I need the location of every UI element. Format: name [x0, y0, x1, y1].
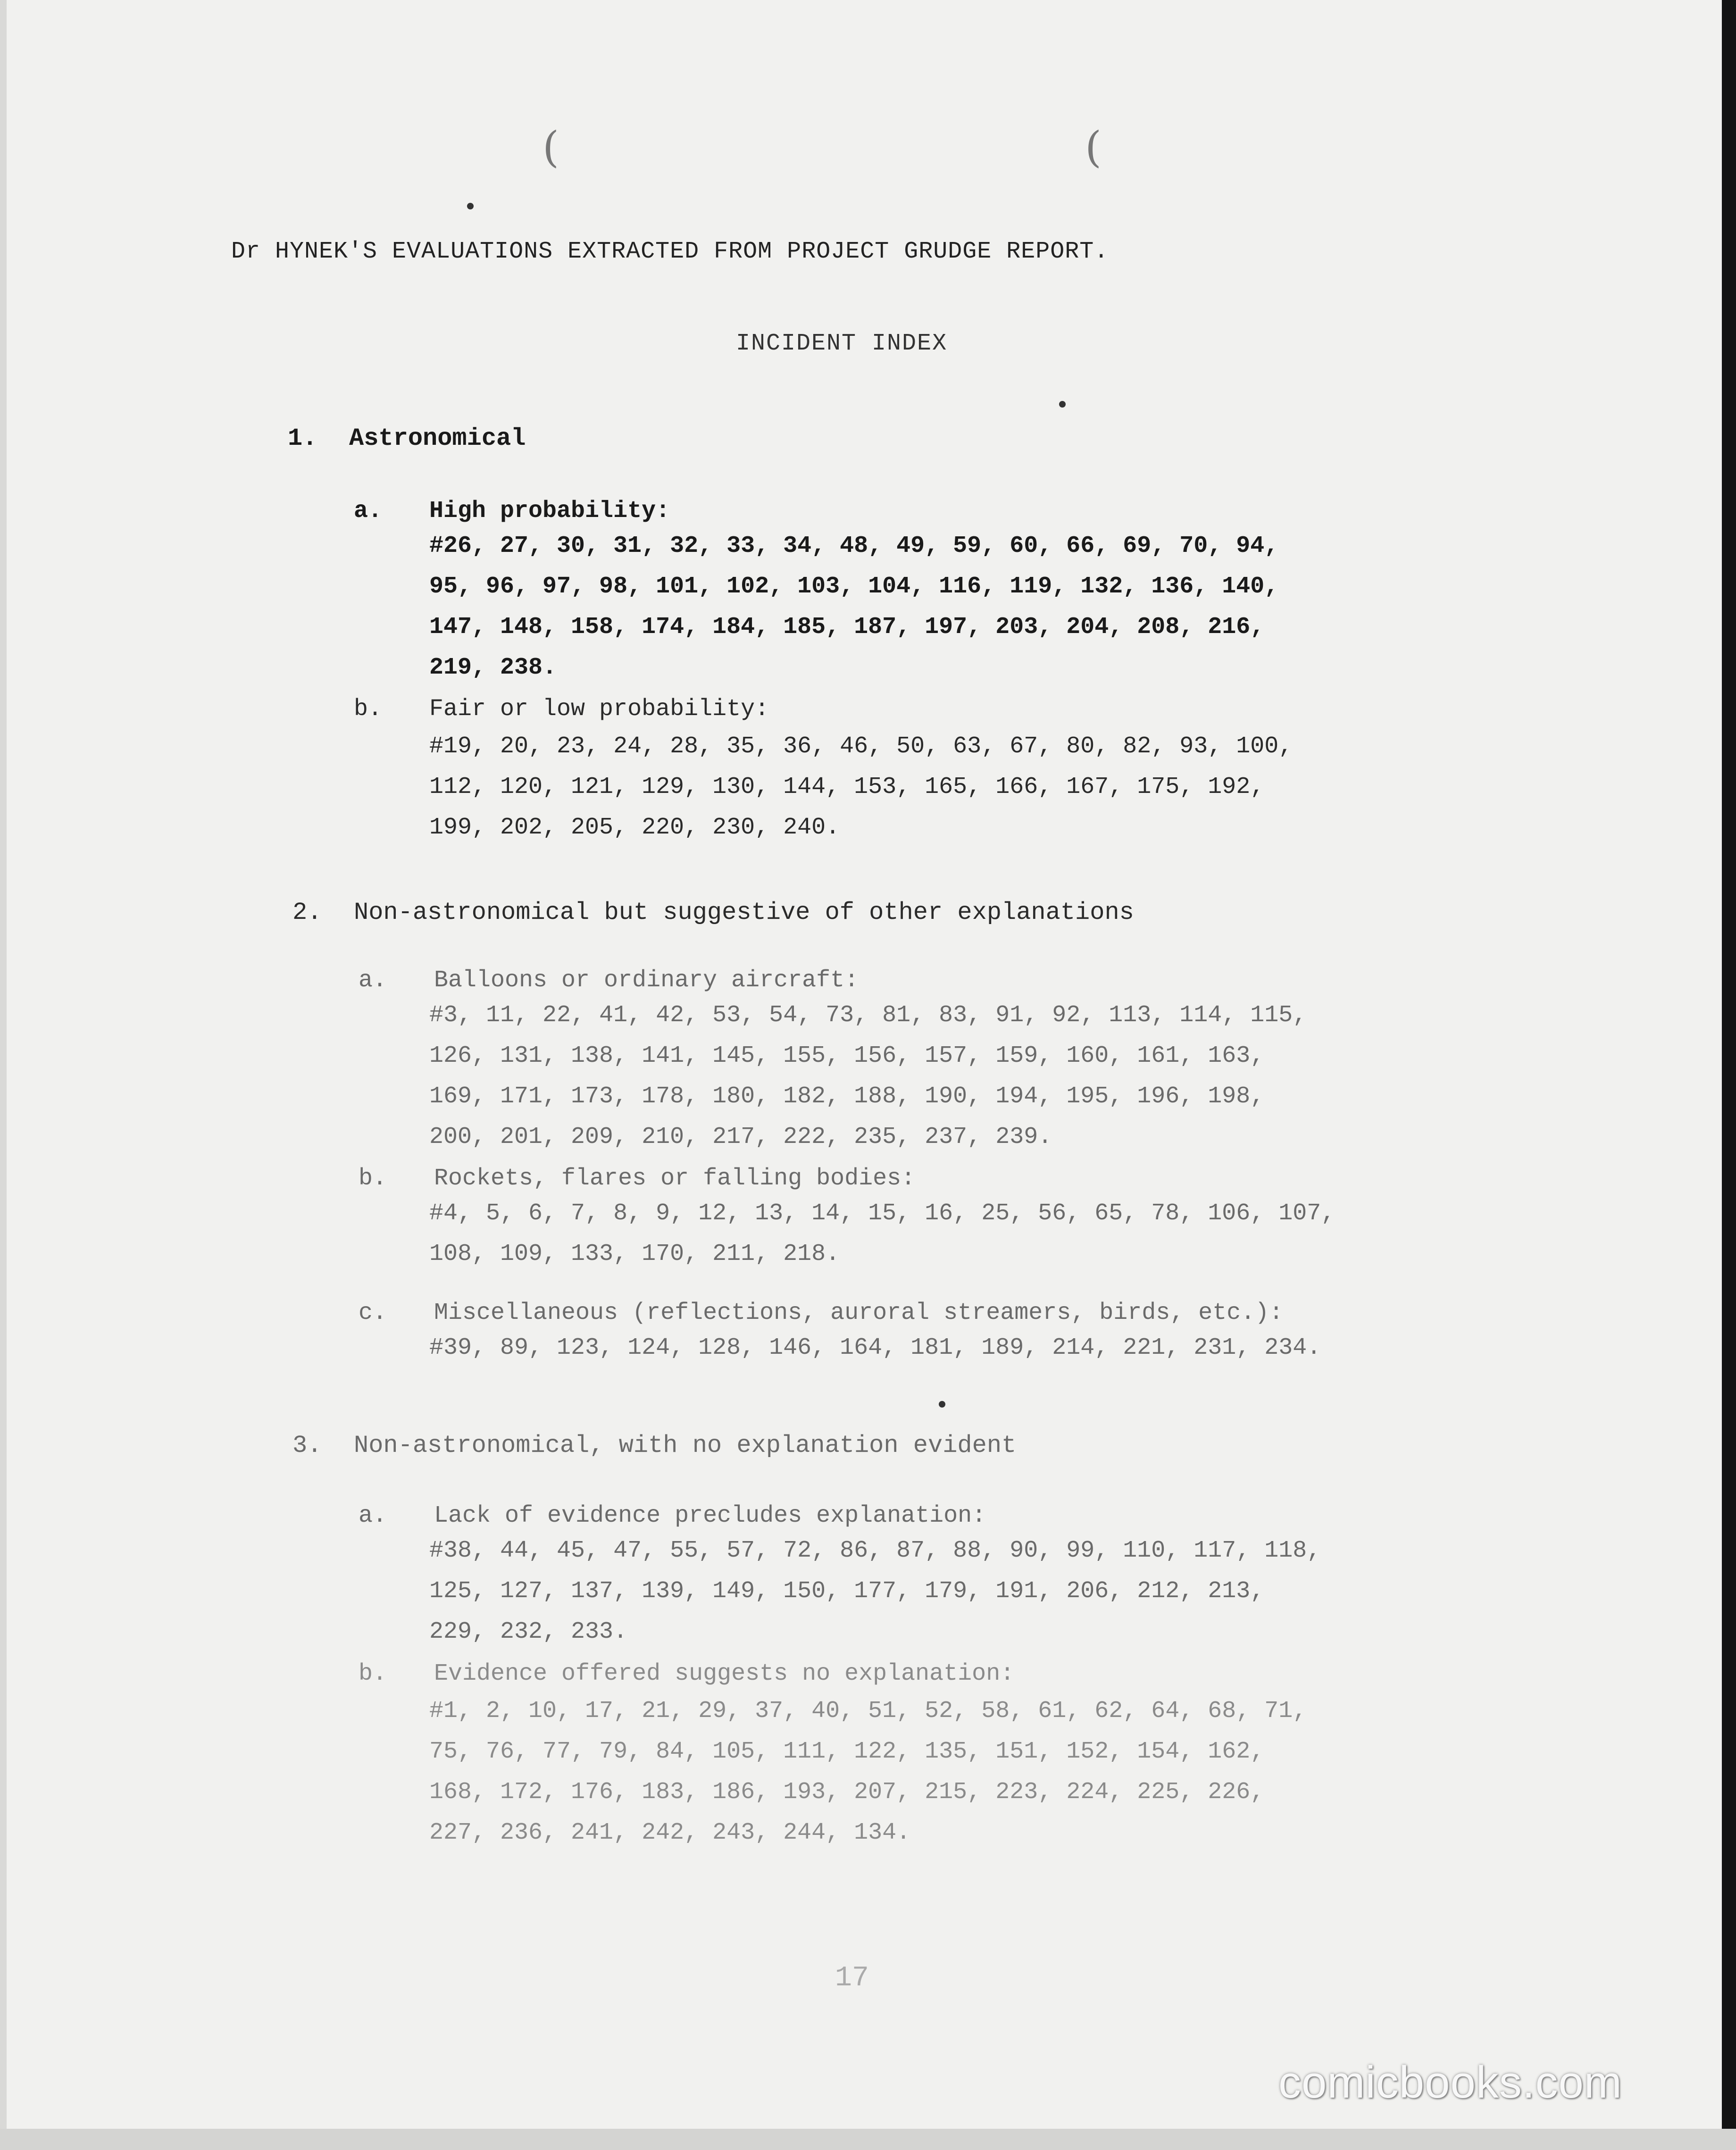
incident-number-list — [429, 995, 1307, 1158]
incident-number-list — [429, 1328, 1321, 1368]
subsection-heading — [359, 1660, 1014, 1687]
subsection-label: Fair or low probability: — [429, 696, 769, 723]
incident-line: #26, 27, 30, 31, 32, 33, 34, 48, 49, 59, 60, 66, 69, 70, 94, — [429, 533, 1279, 559]
section-heading — [292, 899, 1134, 926]
subsection-heading — [359, 1502, 986, 1529]
speck — [939, 1401, 945, 1408]
incident-line: #19, 20, 23, 24, 28, 35, 36, 46, 50, 63, 67, 80, 82, 93, 100, — [429, 733, 1293, 760]
incident-number-list — [429, 1193, 1335, 1275]
subsection-heading — [354, 498, 670, 525]
incident-number-list — [429, 726, 1293, 848]
subsection-label: Rockets, flares or falling bodies: — [434, 1165, 916, 1192]
section-number: 2. — [292, 899, 322, 926]
subsection-letter: c. — [359, 1300, 387, 1326]
subsection-letter: a. — [359, 1502, 387, 1529]
subsection-label: Evidence offered suggests no explanation: — [434, 1660, 1015, 1687]
section-title: Non-astronomical, with no explanation evident — [354, 1432, 1017, 1459]
document-subtitle: INCIDENT INDEX — [736, 330, 948, 357]
incident-line: 219, 238. — [429, 654, 557, 681]
subsection-heading — [359, 967, 859, 994]
subsection-heading — [359, 1165, 915, 1192]
subsection-letter: b. — [359, 1165, 387, 1192]
subsection-letter: a. — [354, 498, 383, 525]
incident-line: #3, 11, 22, 41, 42, 53, 54, 73, 81, 83, 91, 92, 113, 114, 115, — [429, 1002, 1307, 1029]
section-heading — [292, 1432, 1016, 1459]
incident-number-list — [429, 1531, 1321, 1652]
incident-line: 95, 96, 97, 98, 101, 102, 103, 104, 116, 119, 132, 136, 140, — [429, 573, 1279, 600]
section-title: Astronomical — [349, 425, 526, 452]
margin-mark-left: ( — [542, 123, 559, 172]
incident-line: 108, 109, 133, 170, 211, 218. — [429, 1241, 840, 1267]
subsection-heading — [359, 1300, 1283, 1326]
subsection-label: Miscellaneous (reflections, auroral streamers, birds, etc.): — [434, 1300, 1284, 1326]
section-number: 3. — [292, 1432, 322, 1459]
incident-line: 125, 127, 137, 139, 149, 150, 177, 179, 191, 206, 212, 213, — [429, 1578, 1265, 1605]
section-heading — [288, 425, 526, 452]
incident-line: 200, 201, 209, 210, 217, 222, 235, 237, 239. — [429, 1124, 1052, 1150]
incident-line: 227, 236, 241, 242, 243, 244, 134. — [429, 1819, 911, 1846]
incident-number-list — [429, 1691, 1307, 1853]
watermark: comicbooks.com — [1278, 2057, 1622, 2108]
incident-line: #1, 2, 10, 17, 21, 29, 37, 40, 51, 52, 58, 61, 62, 64, 68, 71, — [429, 1698, 1307, 1725]
incident-line: 169, 171, 173, 178, 180, 182, 188, 190, 194, 195, 196, 198, — [429, 1083, 1265, 1110]
incident-line: 126, 131, 138, 141, 145, 155, 156, 157, 159, 160, 161, 163, — [429, 1042, 1265, 1069]
incident-line: 75, 76, 77, 79, 84, 105, 111, 122, 135, 151, 152, 154, 162, — [429, 1738, 1265, 1765]
subsection-letter: a. — [359, 967, 387, 994]
speck — [467, 203, 474, 209]
scan-edge-left — [0, 0, 7, 2150]
document-title: Dr HYNEK'S EVALUATIONS EXTRACTED FROM PROJECT GRUDGE REPORT. — [231, 238, 1109, 265]
incident-line: 168, 172, 176, 183, 186, 193, 207, 215, 223, 224, 225, 226, — [429, 1779, 1265, 1806]
incident-line: #38, 44, 45, 47, 55, 57, 72, 86, 87, 88, 90, 99, 110, 117, 118, — [429, 1537, 1321, 1564]
subsection-letter: b. — [354, 696, 383, 723]
incident-line: 229, 232, 233. — [429, 1618, 628, 1645]
section-number: 1. — [288, 425, 317, 452]
incident-line: 199, 202, 205, 220, 230, 240. — [429, 814, 840, 841]
incident-line: 147, 148, 158, 174, 184, 185, 187, 197, 203, 204, 208, 216, — [429, 614, 1265, 641]
page-number: 17 — [835, 1962, 869, 1994]
margin-mark-right: ( — [1085, 123, 1102, 172]
incident-line: #39, 89, 123, 124, 128, 146, 164, 181, 189, 214, 221, 231, 234. — [429, 1334, 1321, 1361]
scan-edge-bottom — [0, 2129, 1736, 2150]
section-title: Non-astronomical but suggestive of other explanations — [354, 899, 1134, 926]
scan-edge-right — [1722, 0, 1736, 2150]
subsection-label: High probability: — [429, 498, 670, 525]
incident-line: 112, 120, 121, 129, 130, 144, 153, 165, 166, 167, 175, 192, — [429, 774, 1265, 800]
subsection-letter: b. — [359, 1660, 387, 1687]
subsection-label: Balloons or ordinary aircraft: — [434, 967, 859, 994]
subsection-heading — [354, 696, 769, 723]
subsection-label: Lack of evidence precludes explanation: — [434, 1502, 986, 1529]
incident-number-list — [429, 526, 1278, 688]
incident-line: #4, 5, 6, 7, 8, 9, 12, 13, 14, 15, 16, 25, 56, 65, 78, 106, 107, — [429, 1200, 1335, 1227]
speck — [1059, 401, 1066, 408]
